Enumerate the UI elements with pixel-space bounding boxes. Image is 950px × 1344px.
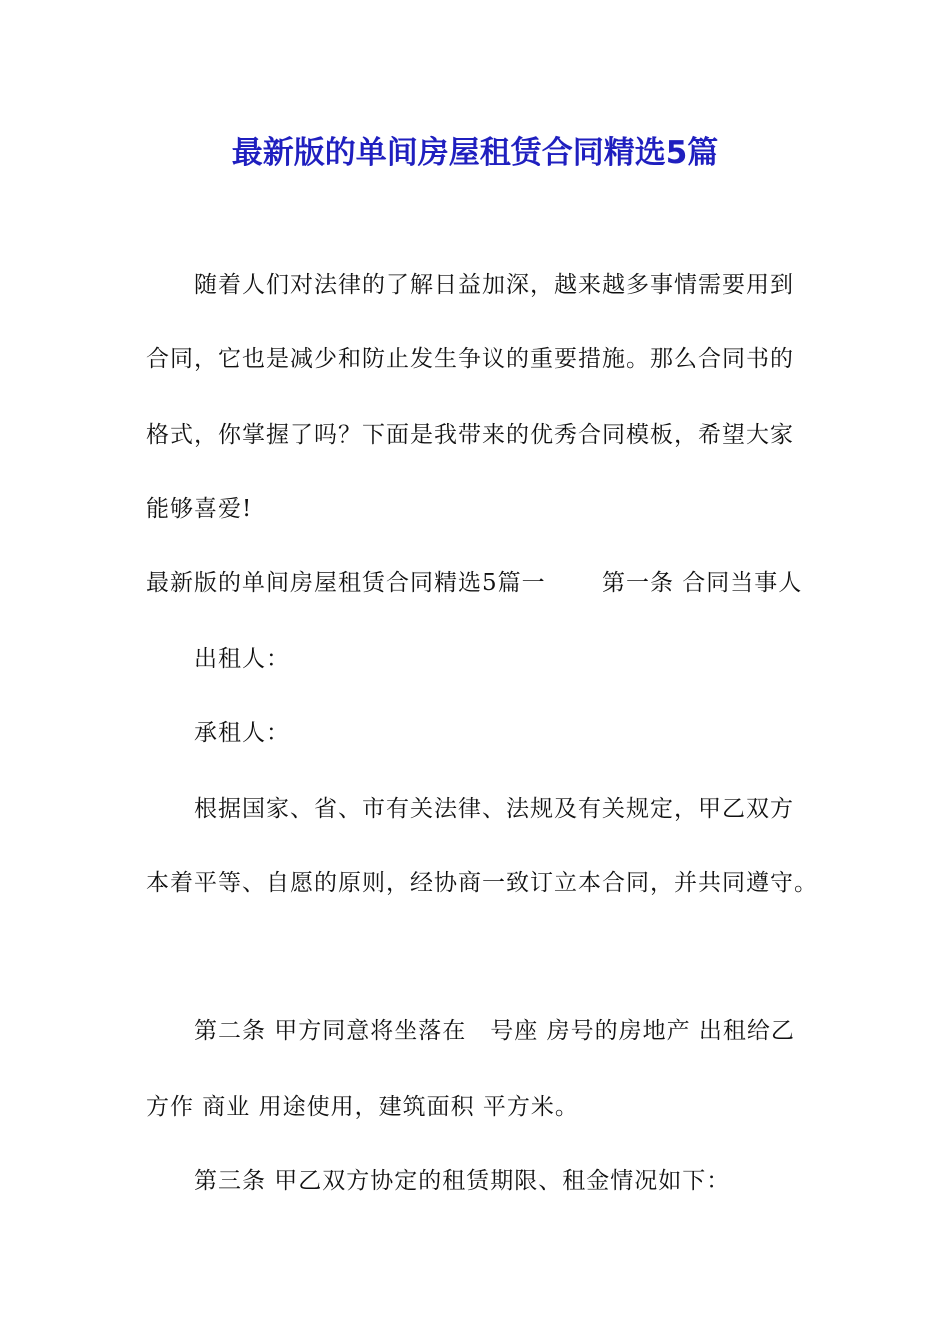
lessor-label: 出租人： bbox=[194, 646, 290, 672]
section-heading-line: 最新版的单间房屋租赁合同精选5篇一 第一条 合同当事人 bbox=[146, 570, 803, 596]
document-title: 最新版的单间房屋租赁合同精选5篇 bbox=[231, 135, 719, 171]
paragraph-line: 格式，你掌握了吗？下面是我带来的优秀合同模板，希望大家 bbox=[146, 422, 794, 448]
article-three-line: 第三条 甲乙双方协定的租赁期限、租金情况如下： bbox=[194, 1168, 731, 1194]
paragraph-line: 本着平等、自愿的原则，经协商一致订立本合同，并共同遵守。 bbox=[146, 870, 818, 896]
lessee-label: 承租人： bbox=[194, 720, 290, 746]
paragraph-line: 方作 商业 用途使用，建筑面积 平方米。 bbox=[146, 1094, 579, 1120]
article-two-line: 第二条 甲方同意将坐落在 号座 房号的房地产 出租给乙 bbox=[194, 1018, 795, 1044]
paragraph-line: 根据国家、省、市有关法律、法规及有关规定，甲乙双方 bbox=[194, 796, 794, 822]
paragraph-line: 合同，它也是减少和防止发生争议的重要措施。那么合同书的 bbox=[146, 346, 794, 372]
paragraph-line: 能够喜爱! bbox=[146, 496, 253, 522]
paragraph-line: 随着人们对法律的了解日益加深，越来越多事情需要用到 bbox=[194, 272, 794, 298]
